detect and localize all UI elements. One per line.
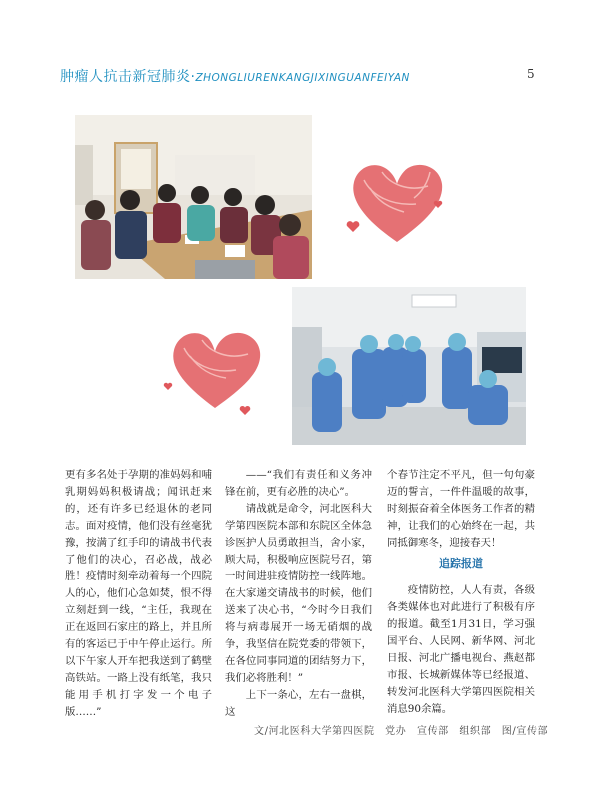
paragraph: 疫情防控，人人有责，各级各类媒体也对此进行了积极有序的报道。截至1月31日，学习强国平台、人民网、新华网、河北日报、河北广播电视台、燕赵都市报、长城新媒体等已经报道、转发河北医科大学第四医院相关消息90余篇。 xyxy=(387,584,535,715)
paragraph: 个春节注定不平凡，但一句句豪迈的誓言，一件件温暖的故事，时刻振奋着全体医务工作者的精神，让我们的心始终在一起，共同抵御寒冬，迎接春天！ xyxy=(387,469,535,549)
paragraph: 上下一条心，左右一盘棋，这 xyxy=(225,688,372,718)
running-header xyxy=(60,66,410,86)
page-number: 5 xyxy=(527,67,535,81)
heart-decoration-2 xyxy=(160,320,270,420)
section-heading: 追踪报道 xyxy=(439,556,483,570)
paragraph: ——“我们有责任和义务冲锋在前，更有必胜的决心”。 xyxy=(225,469,372,498)
paragraph: 请战就是命令，河北医科大学第四医院本部和东院区全体急诊医护人员勇敢担当，舍小家，顾大局，积极响应医院号召，第一时间进驻疫情防控一线阵地。在大家递交请战书的时候，他们送来了决心书，“今时今日我们将与病毒展开一场无硝烟的战争，我坚信在院党委的带领下，在各位同事同道的团结努力下，我们必将胜利！” xyxy=(225,502,372,684)
credits-line: 文/河北医科大学第四医院 党办 宣传部 组织部 图/宣传部 xyxy=(254,726,549,737)
meeting-photo xyxy=(75,115,312,279)
text-column-1 xyxy=(65,467,212,721)
heart-decoration-1 xyxy=(342,152,452,252)
text-column-3 xyxy=(387,467,535,718)
header-title: 肿瘤人抗击新冠肺炎· xyxy=(60,69,196,85)
text-column-2 xyxy=(225,467,372,721)
header-pinyin: ZHONGLIURENKANGJIXINGUANFEIYAN xyxy=(195,72,410,84)
paragraph: 更有多名处于孕期的准妈妈和哺乳期妈妈积极请战；闻讯赶来的，还有许多已经退休的老同志。面对疫情，他们没有丝毫犹豫，按满了红手印的请战书代表了他们的决心，召必战，战必胜！疫情时刻牵动着每一个四院人的心，他们心急如焚，恨不得立刻赶到一线，“主任，我现在正在返回石家庄的路上，并且所有的客运已于中午停止运行。所以下午家人开车把我送到了鹤壁高铁站。一路上没有纸笔，我只能用手机打字发一个电子版……” xyxy=(65,469,212,718)
ward-photo xyxy=(292,287,526,445)
